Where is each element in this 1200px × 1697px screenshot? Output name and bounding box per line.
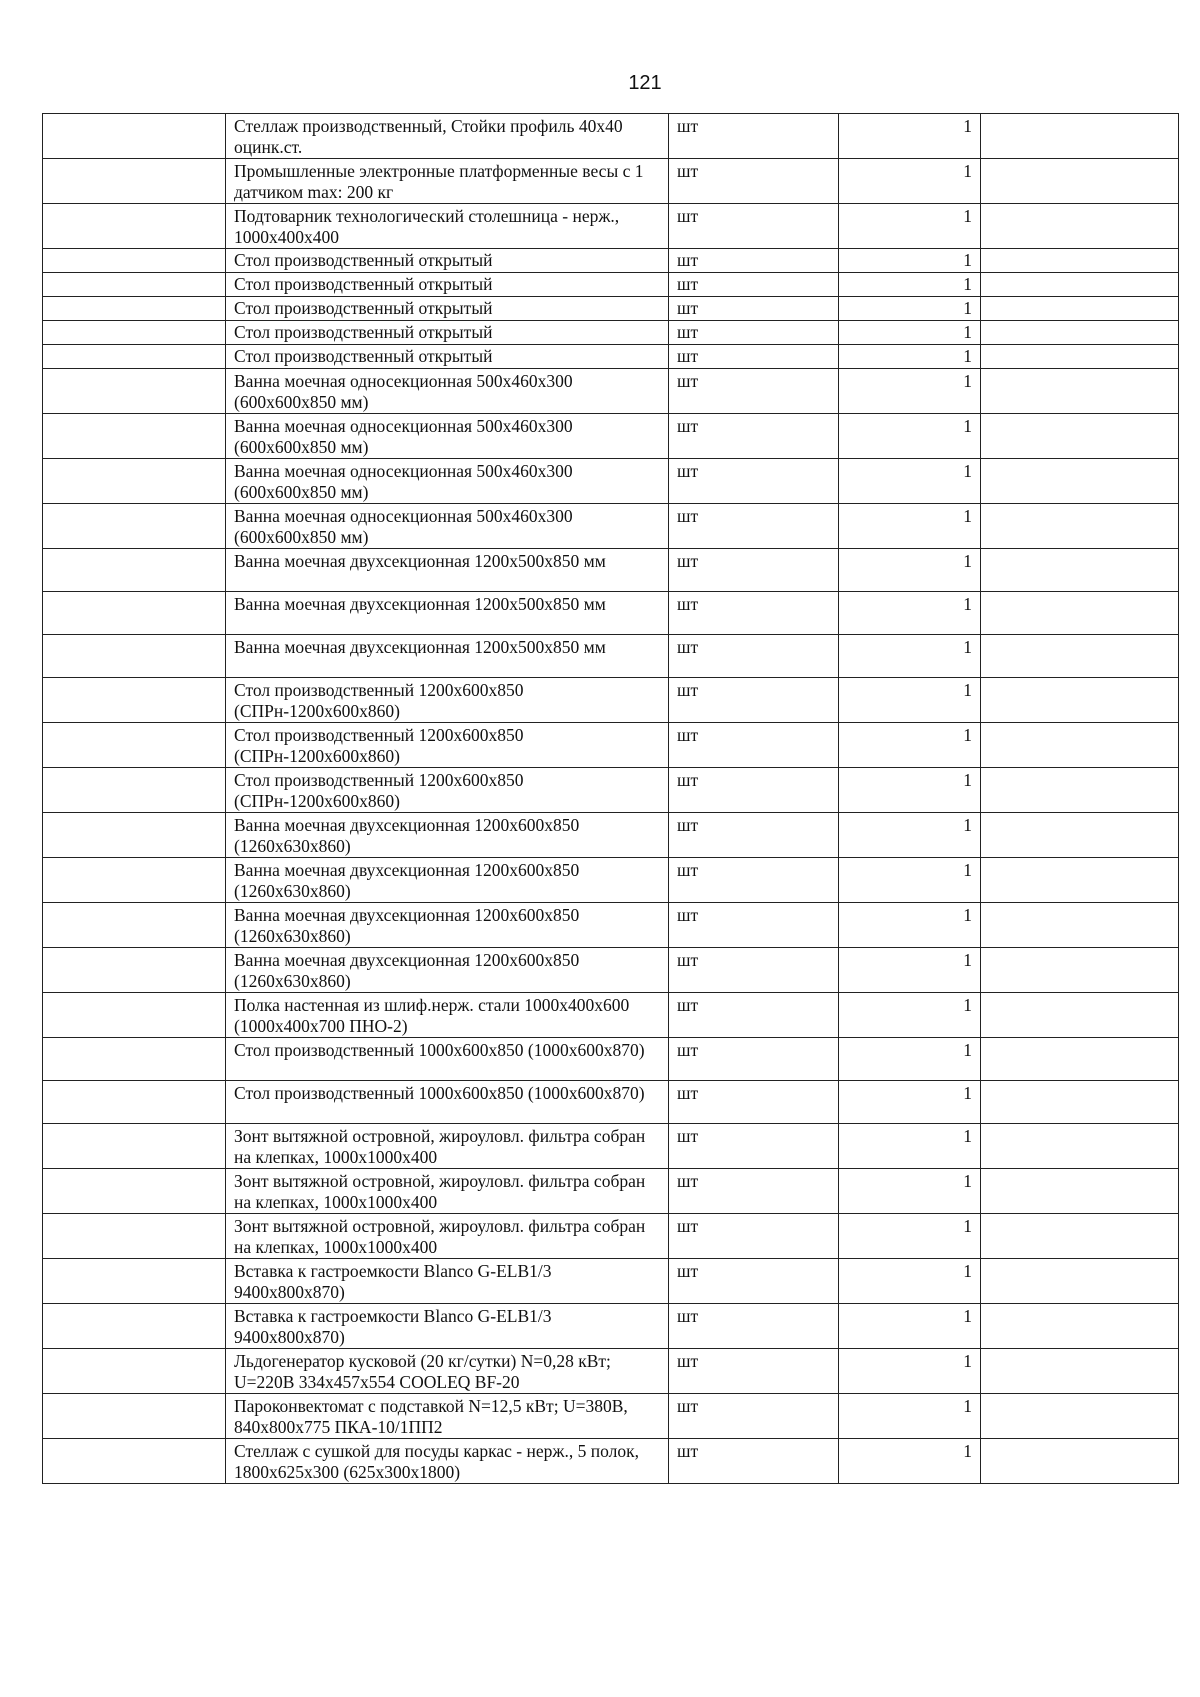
- quantity-cell: 1: [839, 1214, 981, 1259]
- note-cell: [981, 1038, 1179, 1081]
- quantity-cell: 1: [839, 1081, 981, 1124]
- table-row: [43, 903, 1179, 948]
- section-cell: [43, 549, 226, 592]
- unit-cell: шт: [669, 1349, 839, 1394]
- section-cell: [43, 1259, 226, 1304]
- quantity-cell: 1: [839, 369, 981, 414]
- item-name-cell: Вставка к гастроемкости Blanco G-ELB1/3 9400х800х870): [226, 1259, 669, 1304]
- quantity-cell: 1: [839, 768, 981, 813]
- note-cell: [981, 635, 1179, 678]
- note-cell: [981, 1304, 1179, 1349]
- section-cell: [43, 159, 226, 204]
- quantity-cell: 1: [839, 948, 981, 993]
- quantity-cell: 1: [839, 635, 981, 678]
- note-cell: [981, 1439, 1179, 1484]
- table-row: [43, 993, 1179, 1038]
- quantity-cell: 1: [839, 1439, 981, 1484]
- table-row: [43, 1259, 1179, 1304]
- item-name-cell: Ванна моечная односекционная 500х460х300 (600х600х850 мм): [226, 414, 669, 459]
- table-row: [43, 1124, 1179, 1169]
- item-name-cell: Стол производственный открытый: [226, 345, 669, 369]
- quantity-cell: 1: [839, 1169, 981, 1214]
- section-cell: [43, 414, 226, 459]
- item-name-cell: Стеллаж с сушкой для посуды каркас - нерж., 5 полок, 1800х625х300 (625х300х1800): [226, 1439, 669, 1484]
- quantity-cell: 1: [839, 723, 981, 768]
- section-cell: [43, 345, 226, 369]
- section-cell: [43, 678, 226, 723]
- note-cell: [981, 1081, 1179, 1124]
- table-row: [43, 1304, 1179, 1349]
- quantity-cell: 1: [839, 1038, 981, 1081]
- item-name-cell: Ванна моечная двухсекционная 1200х600х850 (1260х630х860): [226, 903, 669, 948]
- quantity-cell: 1: [839, 993, 981, 1038]
- table-row: [43, 1169, 1179, 1214]
- note-cell: [981, 678, 1179, 723]
- item-name-cell: Стол производственный 1000х600х850 (1000х600х870): [226, 1038, 669, 1081]
- note-cell: [981, 345, 1179, 369]
- item-name-cell: Ванна моечная двухсекционная 1200х600х850 (1260х630х860): [226, 858, 669, 903]
- item-name-cell: Ванна моечная односекционная 500х460х300 (600х600х850 мм): [226, 504, 669, 549]
- table-row: [43, 858, 1179, 903]
- item-name-cell: Стол производственный 1200х600х850 (СПРн-1200х600х860): [226, 768, 669, 813]
- table-row: [43, 159, 1179, 204]
- unit-cell: шт: [669, 204, 839, 249]
- table-row: [43, 114, 1179, 159]
- section-cell: [43, 1214, 226, 1259]
- note-cell: [981, 1124, 1179, 1169]
- page-number: 121: [628, 72, 662, 94]
- section-cell: [43, 1304, 226, 1349]
- unit-cell: шт: [669, 768, 839, 813]
- quantity-cell: 1: [839, 204, 981, 249]
- unit-cell: шт: [669, 1259, 839, 1304]
- table-row: [43, 345, 1179, 369]
- item-name-cell: Подтоварник технологический столешница - нерж., 1000х400х400: [226, 204, 669, 249]
- unit-cell: шт: [669, 249, 839, 273]
- item-name-cell: Стол производственный открытый: [226, 273, 669, 297]
- unit-cell: шт: [669, 1304, 839, 1349]
- note-cell: [981, 1214, 1179, 1259]
- section-cell: [43, 249, 226, 273]
- section-cell: [43, 273, 226, 297]
- note-cell: [981, 993, 1179, 1038]
- item-name-cell: Зонт вытяжной островной, жироуловл. фильтра собран на клепках, 1000х1000х400: [226, 1214, 669, 1259]
- unit-cell: шт: [669, 114, 839, 159]
- item-name-cell: Ванна моечная односекционная 500х460х300 (600х600х850 мм): [226, 459, 669, 504]
- table-row: [43, 1439, 1179, 1484]
- section-cell: [43, 903, 226, 948]
- unit-cell: шт: [669, 948, 839, 993]
- section-cell: [43, 369, 226, 414]
- item-name-cell: Ванна моечная двухсекционная 1200х600х850 (1260х630х860): [226, 813, 669, 858]
- note-cell: [981, 297, 1179, 321]
- unit-cell: шт: [669, 1214, 839, 1259]
- quantity-cell: 1: [839, 114, 981, 159]
- unit-cell: шт: [669, 723, 839, 768]
- quantity-cell: 1: [839, 1349, 981, 1394]
- quantity-cell: 1: [839, 1124, 981, 1169]
- item-name-cell: Стол производственный 1200х600х850 (СПРн-1200х600х860): [226, 723, 669, 768]
- item-name-cell: Промышленные электронные платформенные весы с 1 датчиком max: 200 кг: [226, 159, 669, 204]
- table-row: [43, 459, 1179, 504]
- table-row: [43, 678, 1179, 723]
- unit-cell: шт: [669, 273, 839, 297]
- unit-cell: шт: [669, 1124, 839, 1169]
- note-cell: [981, 813, 1179, 858]
- table-row: [43, 204, 1179, 249]
- table-row: [43, 504, 1179, 549]
- unit-cell: шт: [669, 459, 839, 504]
- table-row: [43, 549, 1179, 592]
- section-cell: [43, 948, 226, 993]
- section-cell: [43, 768, 226, 813]
- section-cell: [43, 1081, 226, 1124]
- section-cell: [43, 504, 226, 549]
- unit-cell: шт: [669, 678, 839, 723]
- quantity-cell: 1: [839, 459, 981, 504]
- item-name-cell: Стол производственный 1200х600х850 (СПРн-1200х600х860): [226, 678, 669, 723]
- table-row: [43, 297, 1179, 321]
- unit-cell: шт: [669, 369, 839, 414]
- quantity-cell: 1: [839, 273, 981, 297]
- item-name-cell: Полка настенная из шлиф.нерж. стали 1000х400х600 (1000х400х700 ПНО-2): [226, 993, 669, 1038]
- unit-cell: шт: [669, 321, 839, 345]
- section-cell: [43, 592, 226, 635]
- unit-cell: шт: [669, 1169, 839, 1214]
- table-row: [43, 1214, 1179, 1259]
- unit-cell: шт: [669, 414, 839, 459]
- note-cell: [981, 504, 1179, 549]
- quantity-cell: 1: [839, 1259, 981, 1304]
- table-row: [43, 592, 1179, 635]
- note-cell: [981, 592, 1179, 635]
- equipment-table: [42, 113, 1179, 1484]
- item-name-cell: Стеллаж производственный, Стойки профиль 40х40 оцинк.ст.: [226, 114, 669, 159]
- unit-cell: шт: [669, 858, 839, 903]
- item-name-cell: Стол производственный открытый: [226, 297, 669, 321]
- note-cell: [981, 723, 1179, 768]
- note-cell: [981, 858, 1179, 903]
- unit-cell: шт: [669, 592, 839, 635]
- section-cell: [43, 858, 226, 903]
- quantity-cell: 1: [839, 1394, 981, 1439]
- table-row: [43, 1394, 1179, 1439]
- note-cell: [981, 549, 1179, 592]
- quantity-cell: 1: [839, 297, 981, 321]
- item-name-cell: Стол производственный открытый: [226, 249, 669, 273]
- table-row: [43, 635, 1179, 678]
- item-name-cell: Вставка к гастроемкости Blanco G-ELB1/3 9400х800х870): [226, 1304, 669, 1349]
- quantity-cell: 1: [839, 549, 981, 592]
- note-cell: [981, 204, 1179, 249]
- unit-cell: шт: [669, 504, 839, 549]
- section-cell: [43, 321, 226, 345]
- section-cell: [43, 1439, 226, 1484]
- item-name-cell: Стол производственный 1000х600х850 (1000х600х870): [226, 1081, 669, 1124]
- quantity-cell: 1: [839, 345, 981, 369]
- quantity-cell: 1: [839, 813, 981, 858]
- item-name-cell: Зонт вытяжной островной, жироуловл. фильтра собран на клепках, 1000х1000х400: [226, 1124, 669, 1169]
- note-cell: [981, 1349, 1179, 1394]
- item-name-cell: Ванна моечная двухсекционная 1200х500х850 мм: [226, 635, 669, 678]
- quantity-cell: 1: [839, 592, 981, 635]
- note-cell: [981, 273, 1179, 297]
- table-row: [43, 813, 1179, 858]
- unit-cell: шт: [669, 635, 839, 678]
- item-name-cell: Зонт вытяжной островной, жироуловл. фильтра собран на клепках, 1000х1000х400: [226, 1169, 669, 1214]
- unit-cell: шт: [669, 549, 839, 592]
- note-cell: [981, 321, 1179, 345]
- unit-cell: шт: [669, 159, 839, 204]
- section-cell: [43, 114, 226, 159]
- note-cell: [981, 768, 1179, 813]
- table-row: [43, 414, 1179, 459]
- table-row: [43, 1349, 1179, 1394]
- quantity-cell: 1: [839, 858, 981, 903]
- table-row: [43, 948, 1179, 993]
- section-cell: [43, 813, 226, 858]
- note-cell: [981, 459, 1179, 504]
- table-row: [43, 321, 1179, 345]
- section-cell: [43, 993, 226, 1038]
- unit-cell: шт: [669, 903, 839, 948]
- note-cell: [981, 1169, 1179, 1214]
- note-cell: [981, 1394, 1179, 1439]
- table-row: [43, 273, 1179, 297]
- item-name-cell: Ванна моечная двухсекционная 1200х500х850 мм: [226, 592, 669, 635]
- note-cell: [981, 1259, 1179, 1304]
- note-cell: [981, 249, 1179, 273]
- table-row: [43, 249, 1179, 273]
- unit-cell: шт: [669, 1038, 839, 1081]
- section-cell: [43, 1349, 226, 1394]
- note-cell: [981, 948, 1179, 993]
- table-row: [43, 768, 1179, 813]
- item-name-cell: Пароконвектомат с подставкой N=12,5 кВт; U=380В, 840х800х775 ПКА-10/1ПП2: [226, 1394, 669, 1439]
- section-cell: [43, 204, 226, 249]
- item-name-cell: Стол производственный открытый: [226, 321, 669, 345]
- quantity-cell: 1: [839, 678, 981, 723]
- unit-cell: шт: [669, 813, 839, 858]
- section-cell: [43, 723, 226, 768]
- item-name-cell: Ванна моечная двухсекционная 1200х600х850 (1260х630х860): [226, 948, 669, 993]
- unit-cell: шт: [669, 1439, 839, 1484]
- note-cell: [981, 369, 1179, 414]
- table-row: [43, 1081, 1179, 1124]
- table-row: [43, 1038, 1179, 1081]
- item-name-cell: Ванна моечная односекционная 500х460х300 (600х600х850 мм): [226, 369, 669, 414]
- note-cell: [981, 903, 1179, 948]
- quantity-cell: 1: [839, 504, 981, 549]
- item-name-cell: Ванна моечная двухсекционная 1200х500х850 мм: [226, 549, 669, 592]
- table-row: [43, 369, 1179, 414]
- note-cell: [981, 159, 1179, 204]
- section-cell: [43, 297, 226, 321]
- section-cell: [43, 635, 226, 678]
- section-cell: [43, 1394, 226, 1439]
- note-cell: [981, 414, 1179, 459]
- quantity-cell: 1: [839, 903, 981, 948]
- note-cell: [981, 114, 1179, 159]
- quantity-cell: 1: [839, 1304, 981, 1349]
- section-cell: [43, 1124, 226, 1169]
- quantity-cell: 1: [839, 414, 981, 459]
- item-name-cell: Льдогенератор кусковой (20 кг/сутки) N=0,28 кВт; U=220В 334х457х554 COOLEQ BF-20: [226, 1349, 669, 1394]
- unit-cell: шт: [669, 1394, 839, 1439]
- unit-cell: шт: [669, 993, 839, 1038]
- quantity-cell: 1: [839, 321, 981, 345]
- section-cell: [43, 459, 226, 504]
- quantity-cell: 1: [839, 249, 981, 273]
- section-cell: [43, 1169, 226, 1214]
- unit-cell: шт: [669, 345, 839, 369]
- unit-cell: шт: [669, 297, 839, 321]
- unit-cell: шт: [669, 1081, 839, 1124]
- section-cell: [43, 1038, 226, 1081]
- table-row: [43, 723, 1179, 768]
- quantity-cell: 1: [839, 159, 981, 204]
